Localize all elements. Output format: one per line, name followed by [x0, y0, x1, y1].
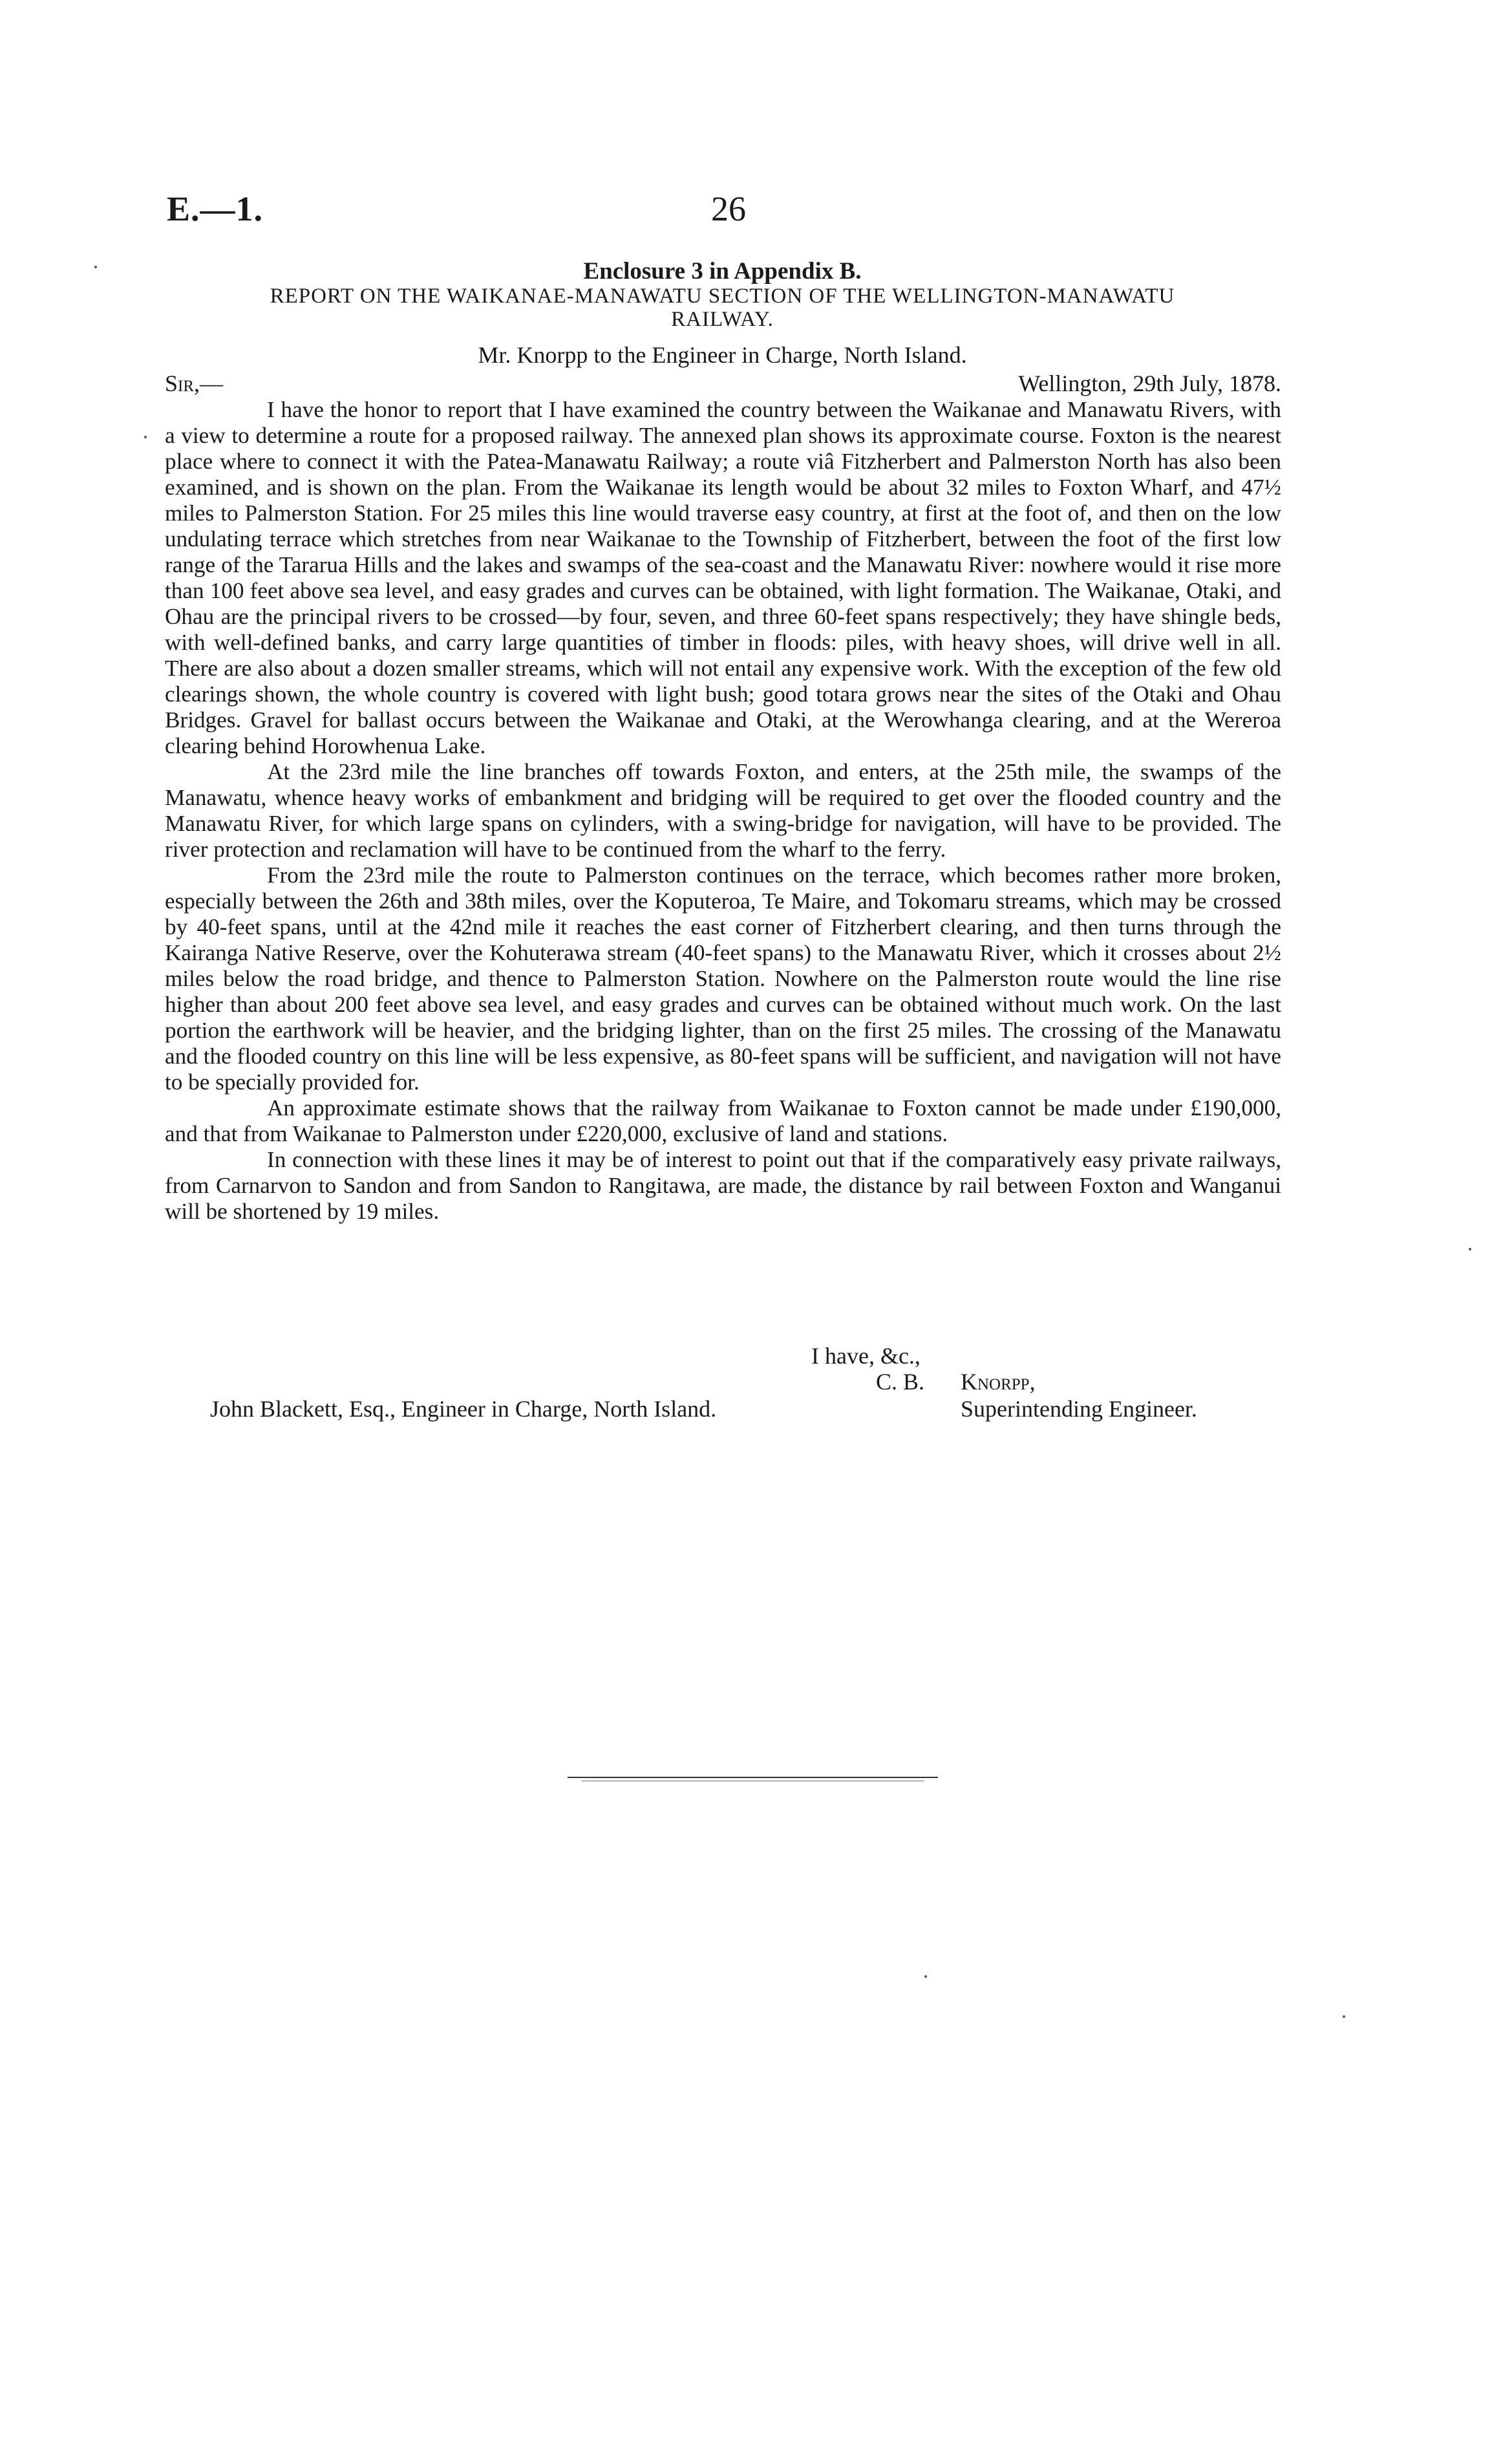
end-divider — [568, 1777, 938, 1778]
scan-speck — [1343, 2015, 1345, 2018]
addressee-line: John Blackett, Esq., Engineer in Charge, North Island. — [210, 1396, 717, 1422]
enclosure-heading: Enclosure 3 in Appendix B. — [583, 258, 862, 284]
date-line: Wellington, 29th July, 1878. — [1018, 370, 1281, 396]
signature-name: Knorpp, — [961, 1369, 1036, 1395]
signature-title: Superintending Engineer. — [961, 1396, 1197, 1422]
scan-speck — [94, 266, 97, 268]
document-reference: E.—1. — [167, 189, 264, 228]
paragraph: From the 23rd mile the route to Palmerston continues on the terrace, which becomes rather more broken, especially between the 26th and 38th miles, over the Koputeroa, Te Maire, and Tokomaru streams, which may be crossed by 40-feet spans, until at the 42nd mile it reaches the east corner of Fitzherbert clearing, and then turns through the Kairanga Native Reserve, over the Kohuterawa stream (40-feet spans) to the Manawatu River, which it crosses about 2½ miles below the road bridge, and thence to Palmerston Station. Nowhere on the Palmerston route would the line rise higher than about 200 feet above sea level, and easy grades and curves can be obtained without much work. On the last portion the earthwork will be heavier, and the bridging lighter, than on the first 25 miles. The crossing of the Manawatu and the flooded country on this line will be less expensive, as 80-feet spans will be sufficient, and navigation will not have to be specially provided for. — [165, 863, 1281, 1095]
paragraph: At the 23rd mile the line branches off towards Foxton, and enters, at the 25th mile, the swamps of the Manawatu, whence heavy works of embankment and bridging will be required to get over the flooded country and the Manawatu River, for which large spans on cylinders, with a swing-bridge for navigation, will have to be provided. The river protection and reclamation will have to be continued from the wharf to the ferry. — [165, 759, 1281, 862]
signature-initials: C. B. — [876, 1369, 925, 1395]
scan-speck — [1469, 1248, 1471, 1250]
scan-speck — [144, 436, 147, 438]
report-title — [165, 284, 1280, 331]
report-title-line-1: REPORT ON THE WAIKANAE-MANAWATU SECTION OF THE WELLINGTON-MANAWATU — [270, 284, 1175, 308]
scan-speck — [924, 1975, 927, 1978]
salutation: Sir,— — [165, 370, 224, 396]
report-body — [165, 397, 1281, 1225]
closing-line: I have, &c., — [811, 1343, 921, 1369]
paragraph: In connection with these lines it may be of interest to point out that if the comparatively easy private railways, from Carnarvon to Sandon and from Sandon to Rangitawa, are made, the distance by rail between Foxton and Wanganui will be shortened by 19 miles. — [165, 1147, 1281, 1224]
page-number: 26 — [711, 189, 746, 228]
paragraph: An approximate estimate shows that the railway from Waikanae to Foxton cannot be made under £190,000, and that from Waikanae to Palmerston under £220,000, exclusive of land and stations. — [165, 1095, 1281, 1146]
from-to-line: Mr. Knorpp to the Engineer in Charge, North Island. — [478, 342, 967, 368]
report-title-line-2: RAILWAY. — [671, 308, 774, 331]
paragraph: I have the honor to report that I have examined the country between the Waikanae and Manawatu Rivers, with a view to determine a route for a proposed railway. The annexed plan shows its approximate course. Foxton is the nearest place where to connect it with the Patea-Manawatu Railway; a route viâ Fitzherbert and Palmerston North has also been examined, and is shown on the plan. From the Waikanae its length would be about 32 miles to Foxton Wharf, and 47½ miles to Palmerston Station. For 25 miles this line would traverse easy country, at first at the foot of, and then on the low undulating terrace which stretches from near Waikanae to the Township of Fitzherbert, between the foot of the first low range of the Tararua Hills and the lakes and swamps of the sea-coast and the Manawatu River: nowhere would it rise more than 100 feet above sea level, and easy grades and curves can be obtained, with light formation. The Waikanae, Otaki, and Ohau are the principal rivers to be crossed—by four, seven, and three 60-feet spans respectively; they have shingle beds, with well-defined banks, and carry large quantities of timber in floods: piles, with heavy shoes, will drive well in all. There are also about a dozen smaller streams, which will not entail any expensive work. With the exception of the few old clearings shown, the whole country is covered with light bush; good totara grows near the sites of the Otaki and Ohau Bridges. Gravel for ballast occurs between the Waikanae and Otaki, at the Werowhanga clearing, and at the Wereroa clearing behind Horowhenua Lake. — [165, 397, 1281, 758]
